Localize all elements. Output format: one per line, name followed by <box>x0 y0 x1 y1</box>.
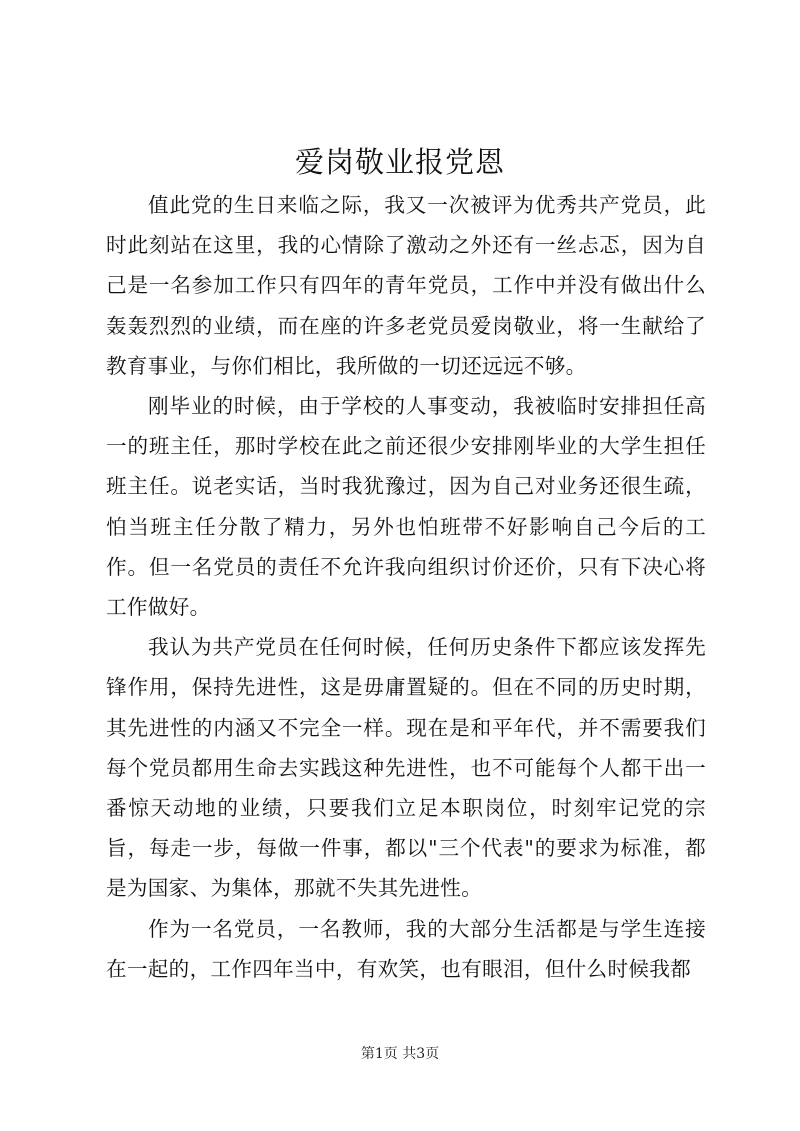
paragraph: 刚毕业的时候，由于学校的人事变动，我被临时安排担任高一的班主任，那时学校在此之前还很少安排刚毕业的大学生担任班主任。说老实话，当时我犹豫过，因为自己对业务还很生疏，怕当班主任分散了精力，另外也怕班带不好影响自己今后的工作。但一名党员的责任不允许我向组织讨价还价，只有下决心将工作做好。 <box>106 394 706 620</box>
paragraph: 值此党的生日来临之际，我又一次被评为优秀共产党员，此时此刻站在这里，我的心情除了激动之外还有一丝忐忑，因为自己是一名参加工作只有四年的青年党员，工作中并没有做出什么轰轰烈烈的业绩，而在座的许多老党员爱岗敬业，将一生献给了教育事业，与你们相比，我所做的一切还远远不够。 <box>106 193 706 378</box>
document-body <box>106 185 706 989</box>
page-number-footer: 第1页 共3页 <box>360 1046 440 1062</box>
document-title: 爱岗敬业报党恩 <box>294 145 505 179</box>
paragraph: 作为一名党员，一名教师，我的大部分生活都是与学生连接在一起的，工作四年当中，有欢笑，也有眼泪，但什么时候我都 <box>106 916 706 981</box>
paragraph: 我认为共产党员在任何时候，任何历史条件下都应该发挥先锋作用，保持先进性，这是毋庸置疑的。但在不同的历史时期，其先进性的内涵又不完全一样。现在是和平年代，并不需要我们每个党员都用生命去实践这种先进性，也不可能每个人都干出一番惊天动地的业绩，只要我们立足本职岗位，时刻牢记党的宗旨，每走一步，每做一件事，都以"三个代表"的要求为标准，都是为国家、为集体，那就不失其先进性。 <box>106 635 706 901</box>
